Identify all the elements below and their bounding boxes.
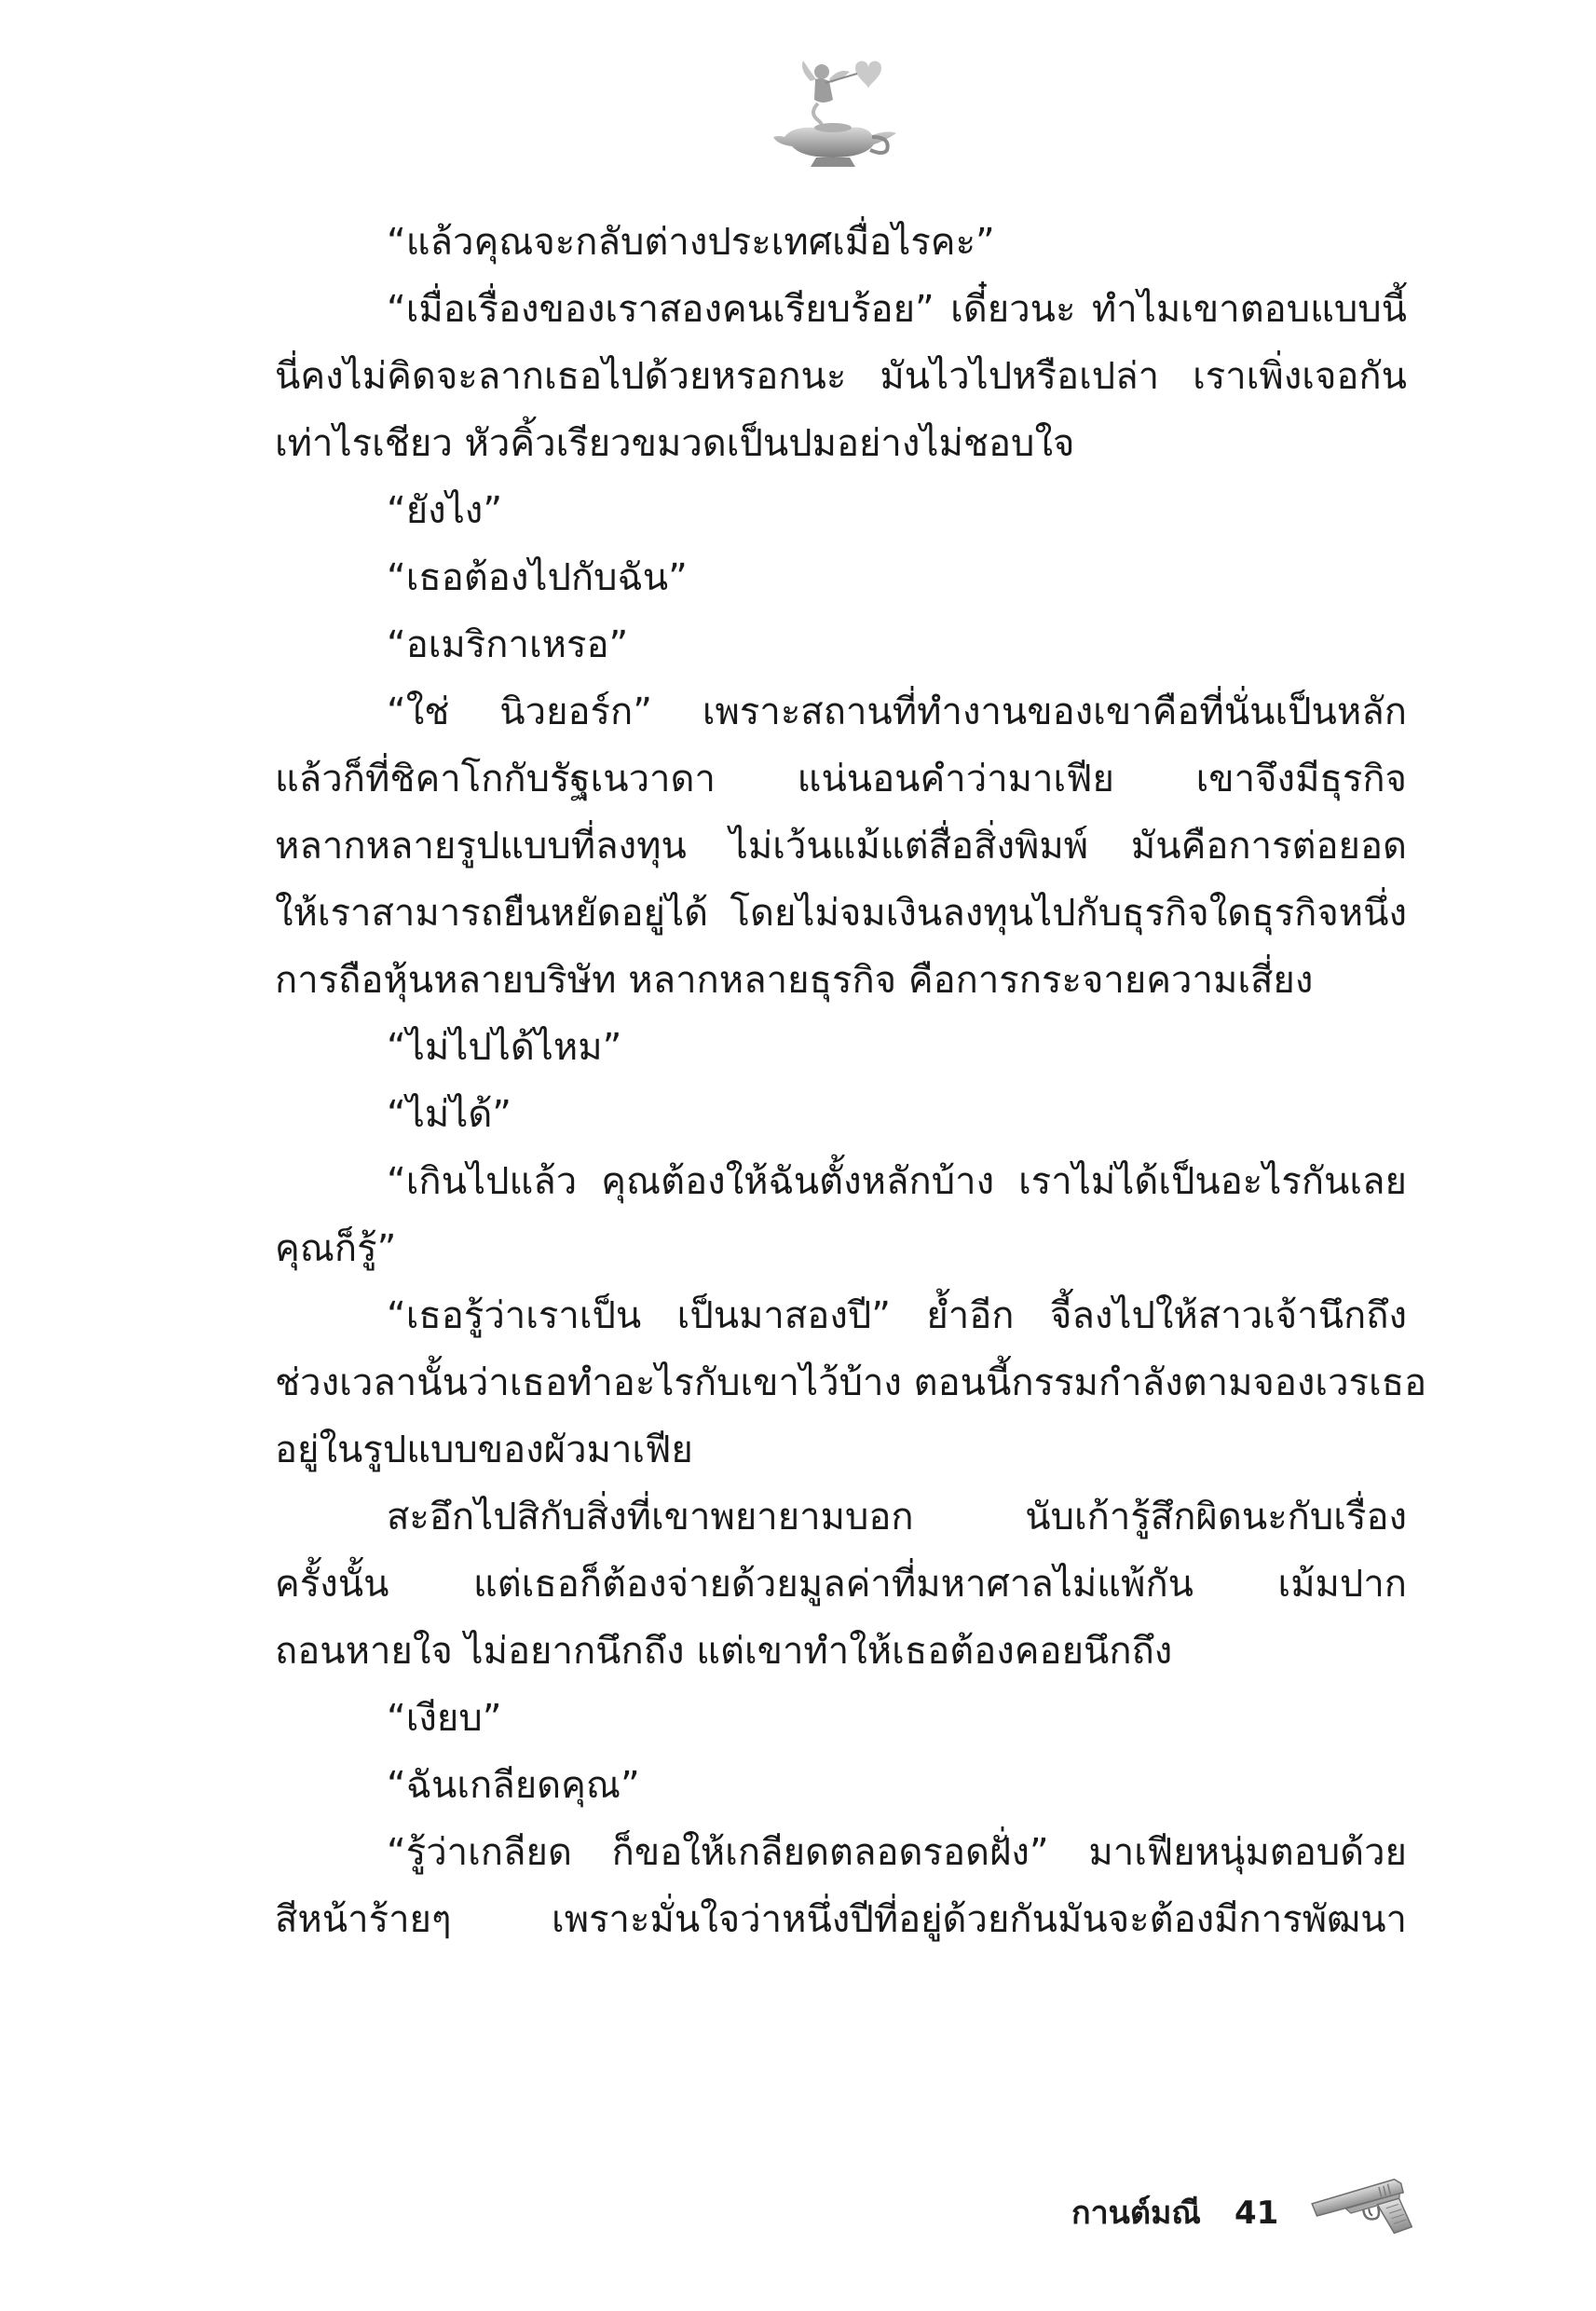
paragraph-line: สีหน้าร้ายๆ เพราะมั่นใจว่าหนึ่งปีที่อยู่ด้วยกันมันจะต้องมีการพัฒนา bbox=[275, 1898, 1407, 1941]
paragraph-line: ถอนหายใจ ไม่อยากนึกถึง แต่เขาทำให้เธอต้องคอยนึกถึง bbox=[275, 1630, 1173, 1673]
footer-author-name: กานต์มณี bbox=[1071, 2195, 1201, 2232]
paragraph-line: สะอึกไปสิกับสิ่งที่เขาพยายามบอก นับเก้ารู้สึกผิดนะกับเรื่อง bbox=[387, 1496, 1407, 1538]
genie-lamp-cupid-icon bbox=[764, 51, 904, 172]
paragraph-line: “เธอต้องไปกับฉัน” bbox=[387, 556, 688, 599]
pistol-icon bbox=[1309, 2171, 1416, 2246]
paragraph-line: ให้เราสามารถยืนหยัดอยู่ได้ โดยไม่จมเงินลงทุนไปกับธุรกิจใดธุรกิจหนึ่ง bbox=[275, 892, 1407, 935]
paragraph-line: “อเมริกาเหรอ” bbox=[387, 623, 629, 666]
paragraph-line: คุณก็รู้” bbox=[275, 1227, 397, 1270]
paragraph-line: ช่วงเวลานั้นว่าเธอทำอะไรกับเขาไว้บ้าง ตอนนี้กรรมกำลังตามจองเวรเธอ bbox=[275, 1361, 1427, 1404]
paragraph-line: “ฉันเกลียดคุณ” bbox=[387, 1764, 640, 1807]
paragraph-line: อยู่ในรูปแบบของผัวมาเฟีย bbox=[275, 1429, 693, 1471]
paragraph-line: “แล้วคุณจะกลับต่างประเทศเมื่อไรคะ” bbox=[387, 221, 995, 264]
paragraph-line: “ไม่ไปได้ไหม” bbox=[387, 1026, 622, 1069]
paragraph-line: “ใช่ นิวยอร์ก” เพราะสถานที่ทำงานของเขาคือที่นั่นเป็นหลัก bbox=[387, 691, 1407, 733]
paragraph-line: แล้วก็ที่ชิคาโกกับรัฐเนวาดา แน่นอนคำว่ามาเฟีย เขาจึงมีธุรกิจ bbox=[275, 758, 1407, 800]
paragraph-line: “เธอรู้ว่าเราเป็น เป็นมาสองปี” ย้ำอีก จี้ลงไปให้สาวเจ้านึกถึง bbox=[387, 1294, 1407, 1337]
page-number: 41 bbox=[1235, 2195, 1279, 2232]
paragraph-line: “ยังไง” bbox=[387, 489, 503, 532]
paragraph-line: นี่คงไม่คิดจะลากเธอไปด้วยหรอกนะ มันไวไปหรือเปล่า เราเพิ่งเจอกัน bbox=[275, 355, 1407, 398]
paragraph-line: การถือหุ้นหลายบริษัท หลากหลายธุรกิจ คือการกระจายความเสี่ยง bbox=[275, 959, 1314, 1002]
paragraph-line: ครั้งนั้น แต่เธอก็ต้องจ่ายด้วยมูลค่าที่มหาศาลไม่แพ้กัน เม้มปาก bbox=[275, 1563, 1407, 1606]
paragraph-line: “รู้ว่าเกลียด ก็ขอให้เกลียดตลอดรอดฝั่ง” มาเฟียหนุ่มตอบด้วย bbox=[387, 1831, 1407, 1874]
paragraph-line: “เงียบ” bbox=[387, 1697, 502, 1740]
paragraph-line: หลากหลายรูปแบบที่ลงทุน ไม่เว้นแม้แต่สื่อสิ่งพิมพ์ มันคือการต่อยอด bbox=[275, 825, 1407, 868]
paragraph-line: “เกินไปแล้ว คุณต้องให้ฉันตั้งหลักบ้าง เราไม่ได้เป็นอะไรกันเลย bbox=[387, 1160, 1407, 1203]
paragraph-line: “เมื่อเรื่องของเราสองคนเรียบร้อย” เดี๋ยวนะ ทำไมเขาตอบแบบนี้ bbox=[387, 288, 1407, 331]
paragraph-line: “ไม่ได้” bbox=[387, 1093, 512, 1136]
text-body bbox=[275, 210, 1427, 2148]
paragraph-line: เท่าไรเชียว หัวคิ้วเรียวขมวดเป็นปมอย่างไม่ชอบใจ bbox=[275, 422, 1075, 465]
